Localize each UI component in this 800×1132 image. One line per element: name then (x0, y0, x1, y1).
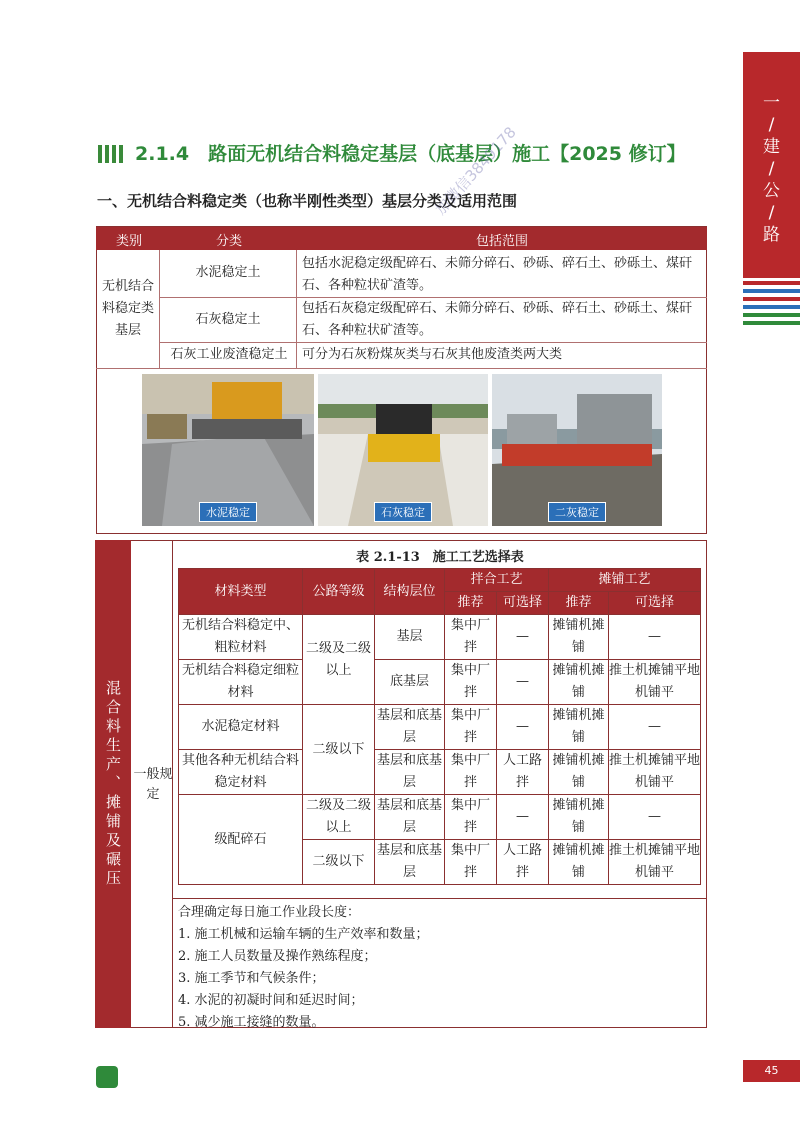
section-subheading: 一、无机结合料稳定类（也称半刚性类型）基层分类及适用范围 (97, 192, 518, 210)
layer-cell: 基层和底基层 (375, 795, 445, 840)
stripe (743, 321, 800, 325)
header-layer: 结构层位 (375, 569, 445, 615)
header-grade: 公路等级 (303, 569, 375, 615)
table-row (179, 795, 701, 840)
pave-opt-cell: — (609, 795, 701, 840)
layer-cell: 基层和底基层 (375, 840, 445, 885)
category-cell: 无机结合料稳定类基层 (101, 279, 154, 338)
photo-label: 石灰稳定 (374, 502, 432, 522)
divider (159, 250, 160, 368)
table-row (179, 750, 701, 795)
pave-opt-cell: 推土机摊铺平地机铺平 (609, 750, 701, 795)
table-row (179, 705, 701, 750)
divider (296, 250, 297, 368)
divider (96, 368, 707, 369)
layer-cell: 基层 (375, 615, 445, 660)
stripe (743, 289, 800, 293)
table-row (179, 660, 701, 705)
header-mix: 拌合工艺 (445, 569, 549, 592)
lime-stabilized-photo (318, 374, 488, 526)
mix-opt-cell: 人工路拌 (497, 750, 549, 795)
work-length-notes (178, 902, 429, 1034)
pave-rec-cell: 摊铺机摊铺 (549, 615, 609, 660)
pave-rec-cell: 摊铺机摊铺 (549, 705, 609, 750)
note-item: 5. 减少施工接缝的数量。 (178, 1015, 325, 1030)
classification-table-header (96, 227, 707, 250)
grade-cell: 二级及二级以上 (303, 615, 375, 705)
heading-bars-icon (98, 145, 126, 163)
watermark: 加微信3849178 (431, 123, 520, 219)
header-mix-recommended: 推荐 (445, 592, 497, 615)
grade-cell: 二级以下 (303, 840, 375, 885)
note-item: 1. 施工机械和运输车辆的生产效率和数量； (178, 927, 429, 942)
mix-rec-cell: 集中厂拌 (445, 795, 497, 840)
chapter-side-tab-text: 一 / 建 / 公 / 路 (763, 93, 780, 245)
stripe (743, 297, 800, 301)
section-band-label: 混合料生产、摊铺及碾压 (104, 680, 122, 889)
process-selection-table (178, 568, 701, 885)
mix-rec-cell: 集中厂拌 (445, 750, 497, 795)
scope-cell: 包括水泥稳定级配碎石、未筛分碎石、砂砾、碎石土、砂砾土、煤矸石、各种粒状矿渣等。 (302, 256, 693, 293)
pave-opt-cell: — (609, 615, 701, 660)
divider (172, 898, 707, 899)
layer-cell: 底基层 (375, 660, 445, 705)
header-pave-optional: 可选择 (609, 592, 701, 615)
chapter-side-tab (743, 52, 800, 278)
header-mix-optional: 可选择 (497, 592, 549, 615)
mix-opt-cell: — (497, 795, 549, 840)
grade-cell: 二级以下 (303, 705, 375, 795)
grade-cell: 二级及二级以上 (303, 795, 375, 840)
scope-cell: 可分为石灰粉煤灰类与石灰其他废渣类两大类 (302, 347, 563, 362)
pave-rec-cell: 摊铺机摊铺 (549, 750, 609, 795)
pave-rec-cell: 摊铺机摊铺 (549, 840, 609, 885)
header-material: 材料类型 (179, 569, 303, 615)
scope-cell: 包括石灰稳定级配碎石、未筛分碎石、砂砾、碎石土、砂砾土、煤矸石、各种粒状矿渣等。 (302, 301, 693, 338)
publisher-logo-icon (96, 1066, 118, 1088)
general-rules-label: 一般规定 (133, 767, 173, 802)
mix-rec-cell: 集中厂拌 (445, 840, 497, 885)
table-row (179, 615, 701, 660)
pave-opt-cell: 推土机摊铺平地机铺平 (609, 660, 701, 705)
material-cell: 水泥稳定材料 (179, 705, 303, 750)
note-item: 3. 施工季节和气候条件； (178, 971, 325, 986)
stripe (743, 313, 800, 317)
photo-label: 二灰稳定 (548, 502, 606, 522)
process-table-title: 表 2.1-13 施工工艺选择表 (356, 550, 524, 565)
material-cell: 无机结合料稳定中、粗粒材料 (179, 615, 303, 660)
type-cell: 石灰工业废渣稳定土 (170, 347, 288, 362)
divider (159, 342, 707, 343)
header-pave-recommended: 推荐 (549, 592, 609, 615)
pave-rec-cell: 摊铺机摊铺 (549, 660, 609, 705)
header-category: 类别 (116, 234, 143, 249)
pave-opt-cell: — (609, 705, 701, 750)
mix-rec-cell: 集中厂拌 (445, 705, 497, 750)
layer-cell: 基层和底基层 (375, 750, 445, 795)
note-item: 2. 施工人员数量及操作熟练程度； (178, 949, 377, 964)
mix-opt-cell: — (497, 660, 549, 705)
header-pave: 摊铺工艺 (549, 569, 701, 592)
mix-opt-cell: 人工路拌 (497, 840, 549, 885)
page-number: 45 (743, 1060, 800, 1082)
material-cell: 无机结合料稳定细粒材料 (179, 660, 303, 705)
stripe (743, 305, 800, 309)
section-band (95, 540, 131, 1028)
header-type: 分类 (216, 234, 243, 249)
mix-rec-cell: 集中厂拌 (445, 660, 497, 705)
layer-cell: 基层和底基层 (375, 705, 445, 750)
mix-rec-cell: 集中厂拌 (445, 615, 497, 660)
mix-opt-cell: — (497, 615, 549, 660)
section-heading: 2.1.4 路面无机结合料稳定基层（底基层）施工【2025 修订】 (135, 143, 686, 165)
note-item: 4. 水泥的初凝时间和延迟时间； (178, 993, 364, 1008)
stripe (743, 281, 800, 285)
cement-stabilized-photo (142, 374, 314, 526)
pave-opt-cell: 推土机摊铺平地机铺平 (609, 840, 701, 885)
header-scope: 包括范围 (476, 234, 529, 249)
material-cell: 其他各种无机结合料稳定材料 (179, 750, 303, 795)
mix-opt-cell: — (497, 705, 549, 750)
material-cell: 级配碎石 (179, 795, 303, 885)
photo-label: 水泥稳定 (199, 502, 257, 522)
pave-rec-cell: 摊铺机摊铺 (549, 795, 609, 840)
notes-title: 合理确定每日施工作业段长度： (178, 905, 361, 920)
lime-flyash-stabilized-photo (492, 374, 662, 526)
type-cell: 水泥稳定土 (195, 265, 261, 280)
type-cell: 石灰稳定土 (195, 312, 261, 327)
